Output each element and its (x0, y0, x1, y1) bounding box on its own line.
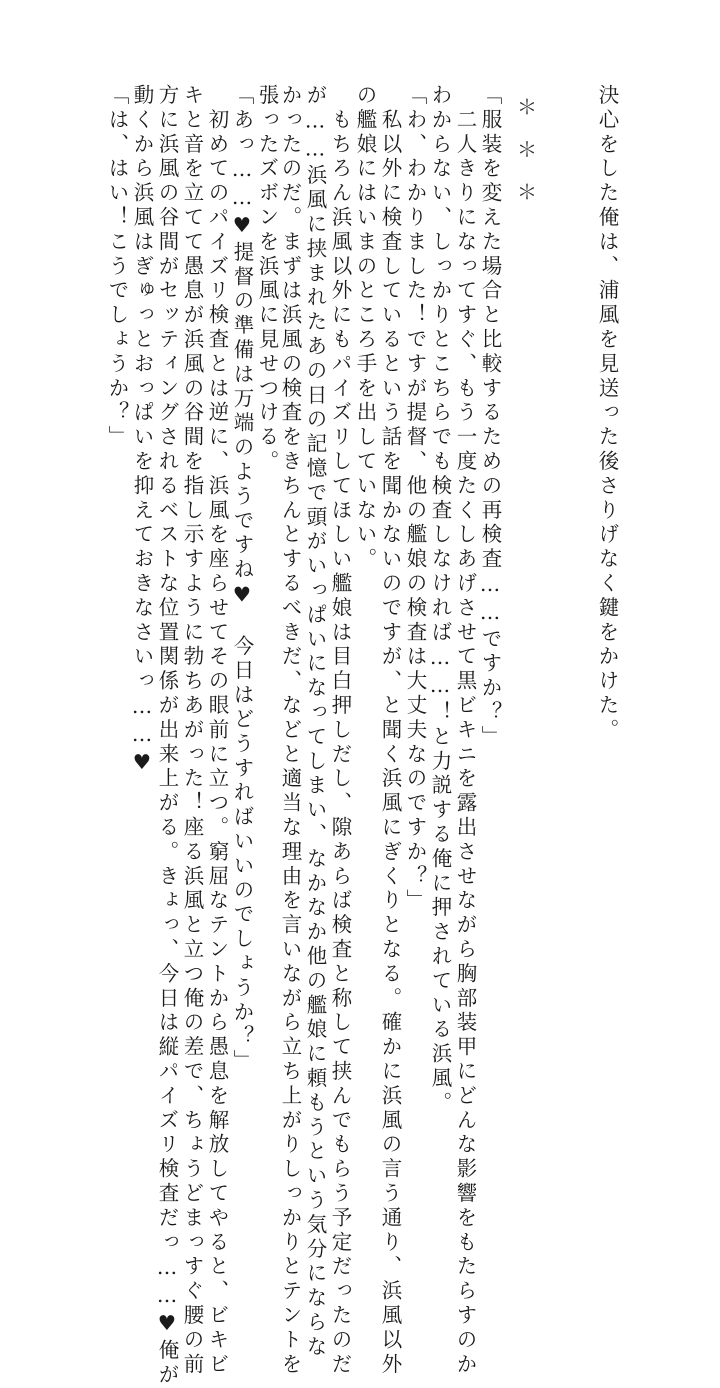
text-line-narration: 二人きりになってすぐ、もう一度たくしあげさせて黒ビキニを露出させながら胸部装甲にどんな影響をもたらすのか (453, 84, 477, 1378)
text-line-narration: わからない、しっかりとこちらでも検査しなければ……！と力説する俺に押されている浜風。 (428, 84, 452, 1116)
text-line-narration: 初めてのパイズリ検査とは逆に、浜風を座らせてその眼前に立つ。窮屈なテントから愚息を解放してやると、ビキビ (205, 84, 229, 1378)
text-line-narration: キと音を立てて愚息が浜風の谷間を指し示すように勃ちあがった！座る浜風と立つ俺の差で、ちょうどまっすぐ腰の前 (180, 84, 204, 1378)
text-line-narration: かったのだ。まずは浜風の検査をきちんとするべきだ、などと適当な理由を言いながら立ち上がりしっかりとテントを (278, 84, 302, 1378)
text-line-narration: 私以外に検査しているという話を聞かないのですが、と聞く浜風にぎくりとなる。確かに浜風の言う通り、浜風以外 (378, 84, 402, 1378)
text-line-narration: 張ったズボンを浜風に見せつける。 (255, 84, 279, 475)
text-line-dialogue: 「は、はい！こうでしょうか？」 (105, 84, 129, 450)
text-line-dialogue: 「わ、わかりました！ですが提督、他の艦娘の検査は大丈夫なのですか？」 (403, 84, 427, 914)
text-line-narration: が……浜風に挟まれたあの日の記憶で頭がいっぱいになってしまい、なかなか他の艦娘に頼もうという気分にならな (303, 84, 327, 1360)
text-line-narration: の艦娘にはいまのところ手を出していない。 (353, 84, 377, 572)
text-line-narration: 動くから浜風はぎゅっとおっぱいを抑えておきなさいっ……♥ (130, 84, 154, 778)
text-line-narration: もちろん浜風以外にもパイズリしてほしい艦娘は目白押しだし、隙あらば検査と称して挟んでもらう予定だったのだ (328, 84, 352, 1378)
text-line-dialogue: 「服装を変えた場合と比較するための再検査……ですか？」 (478, 84, 502, 750)
text-line-dialogue: 「あっ……♥提督の準備は万端のようですね♥ 今日はどうすればいいのでしょうか？」 (230, 84, 254, 1074)
text-line-narration: 決心をした俺は、浦風を見送った後さりげなく鍵をかけた。 (595, 84, 619, 743)
section-break-asterisks: ＊＊＊ (513, 96, 537, 224)
text-line-narration: 方に浜風の谷間がセッティングされるベストな位置関係が出来上がる。きょっ、今日は縦パイズリ検査だっ……♥俺が (155, 84, 179, 1388)
